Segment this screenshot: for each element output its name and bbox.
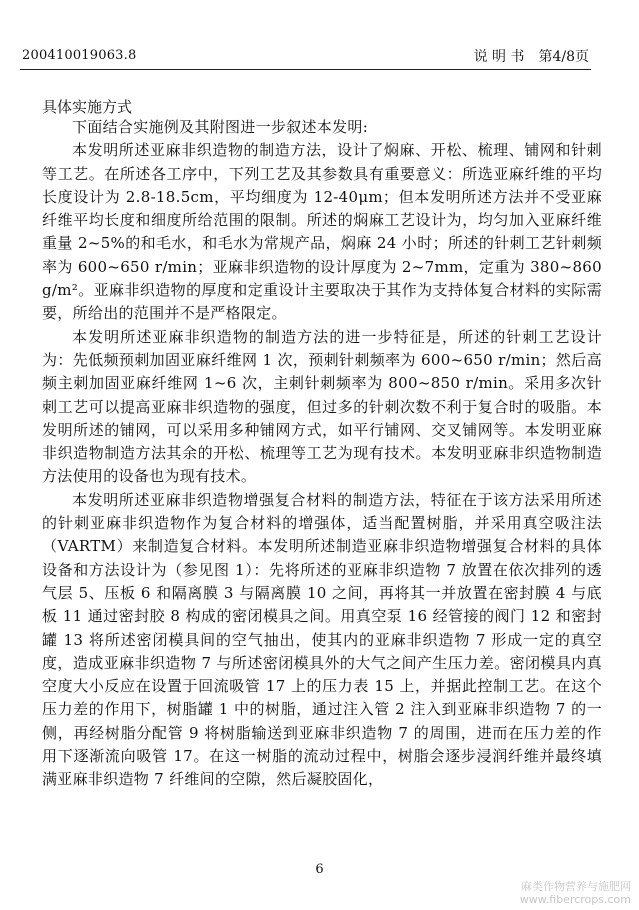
header-page-info: 第4/8页 <box>538 49 589 65</box>
watermark-line-1: 麻类作物营养与施肥网 <box>521 880 631 893</box>
watermark <box>520 880 631 906</box>
header-doc-type: 说 明 书 <box>473 49 525 65</box>
watermark-line-2: www.fibercrops.com <box>519 893 631 906</box>
paragraph: 本发明所述亚麻非织造物的制造方法的进一步特征是，所述的针刺工艺设计为：先低频预刺加固亚麻纤维网 1 次，预刺针刺频率为 600~650 r/min；然后高频主刺加固亚麻纤维网 1~6 次，主刺针刺频率为 800~850 r/min。采用多次针刺工艺可以提高亚麻非织造物的强度，但过多的针刺次数不利于复合时的吸脂。本发明所述的铺网，可以采用多种铺网方式，如平行铺网、交叉铺网等。本发明亚麻非织造物制造方法其余的开松、梳理等工艺为现有技术。本发明亚麻非织造物制造方法使用的设备也为现有技术。 <box>42 327 602 486</box>
page-number: 6 <box>315 862 324 877</box>
paragraph: 下面结合实施例及其附图进一步叙述本发明: <box>72 118 369 136</box>
header-divider <box>20 69 591 70</box>
paragraph: 本发明所述亚麻非织造物的制造方法，设计了焖麻、开松、梳理、铺网和针刺等工艺。在所述各工序中，下列工艺及其参数具有重要意义：所选亚麻纤维的平均长度设计为 2.8-18.5cm，平均细度为 12-40μm；但本发明所述方法并不受亚麻纤维平均长度和细度所给范围的限制。所述的焖麻工艺设计为，均匀加入亚麻纤维重量 2~5%的和毛水，和毛水为常规产品，焖麻 24 小时；所述的针刺工艺针刺频率为 600~650 r/min；亚麻非织造物的设计厚度为 2~7mm，定重为 380~860 g/m²。亚麻非织造物的厚度和定重设计主要取决于其作为支持体复合材料的实际需要，所给出的范围并不是严格限定。 <box>42 141 602 323</box>
body-text <box>42 116 602 792</box>
section-title: 具体实施方式 <box>42 98 133 116</box>
header-doc-number: 200410019063.8 <box>22 48 137 63</box>
header-right <box>474 46 589 66</box>
paragraph: 本发明所述亚麻非织造物增强复合材料的制造方法，特征在于该方法采用所述的针刺亚麻非织造物作为复合材料的增强体，适当配置树脂，并采用真空吸注法（VARTM）来制造复合材料。本发明所述制造亚麻非织造物增强复合材料的具体设备和方法设计为（参见图 1）：先将所述的亚麻非织造物 7 放置在依次排列的透气层 5、压板 6 和隔离膜 3 与隔离膜 10 之间，再将其一并放置在密封膜 4 与底板 11 通过密封胶 8 构成的密闭模具之间。用真空泵 16 经管接的阀门 12 和密封罐 13 将所述密闭模具间的空气抽出，使其内的亚麻非织造物 7 形成一定的真空度，造成亚麻非织造物 7 与所述密闭模具外的大气之间产生压力差。密闭模具内真空度大小反应在设置于回流吸管 17 上的压力表 15 上，并据此控制工艺。在这个压力差的作用下，树脂罐 1 中的树脂，通过注入管 2 注入到亚麻非织造物 7 的一侧，再经树脂分配管 9 将树脂输送到亚麻非织造物 7 的周围，进而在压力差的作用下逐渐流向吸管 17。在这一树脂的流动过程中，树脂会逐步浸润纤维并最终填满亚麻非织造物 7 纤维间的空隙，然后凝胶固化， <box>42 490 602 789</box>
